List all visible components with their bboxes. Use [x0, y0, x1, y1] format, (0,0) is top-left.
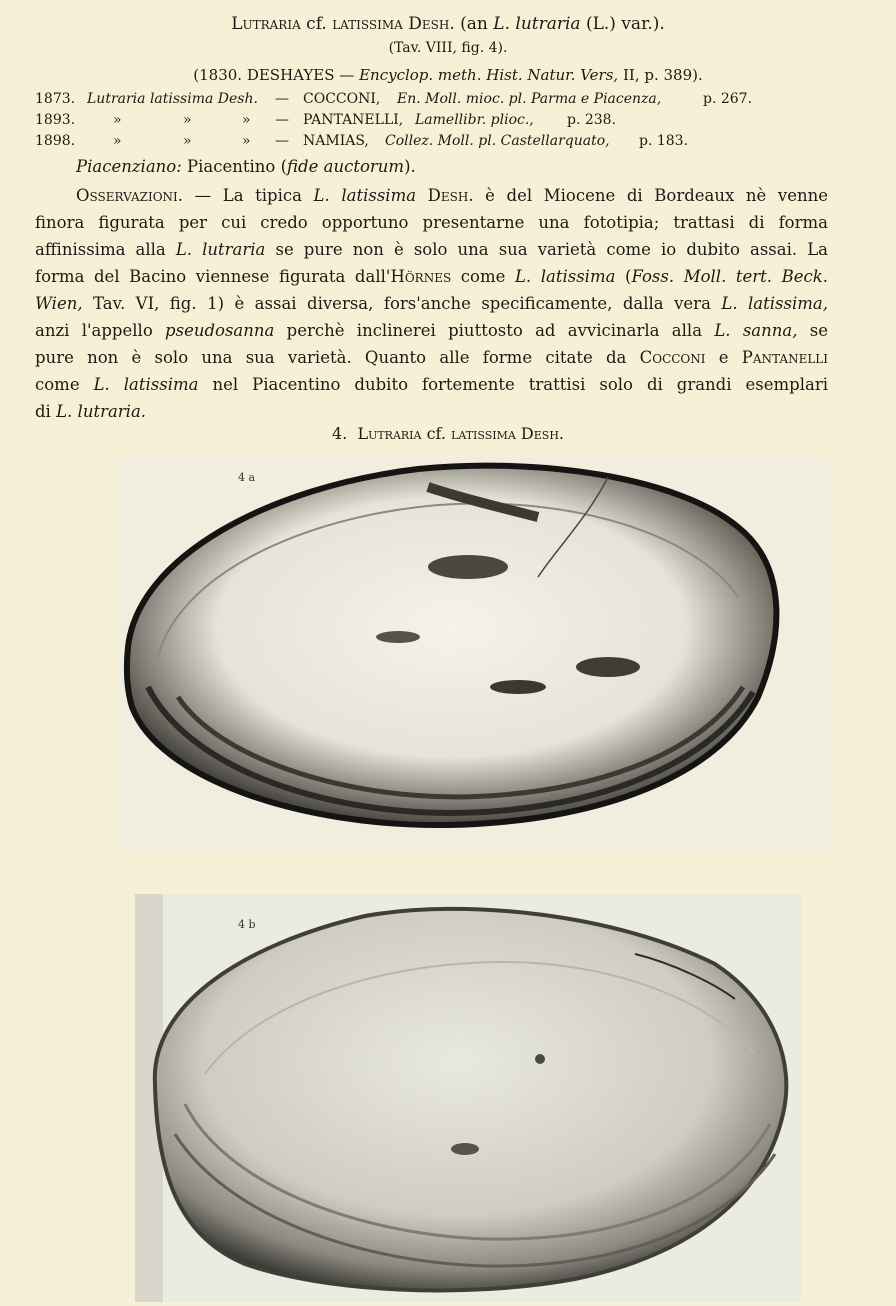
species-name: pseudosanna	[165, 321, 275, 340]
stratum-value: Piacentino	[187, 157, 276, 176]
paragraph-line	[35, 213, 828, 232]
stratum-label: Piacenziano:	[76, 157, 182, 176]
shell-photo-4b	[135, 894, 801, 1302]
ditto-mark: »	[183, 133, 192, 149]
work-title: Wien,	[35, 294, 83, 313]
text-run: anzi l'appello	[35, 321, 166, 340]
reference-synonym: Lutraria latissima Desh.	[87, 91, 258, 107]
text-run: nel Piacentino dubito fortemente trattisi solo di grandi esemplari	[198, 375, 828, 394]
title-an: (an	[460, 14, 488, 34]
observations-heading: Osservazioni.	[76, 186, 184, 205]
text-run: affinissima alla	[35, 240, 176, 259]
text-run: di	[35, 402, 57, 421]
ditto-mark: »	[183, 112, 192, 128]
reference-page: II, p. 389).	[622, 66, 703, 84]
reference-author: NAMIAS,	[303, 133, 369, 149]
reference-author: COCCONI,	[303, 91, 381, 107]
ditto-mark: »	[113, 112, 122, 128]
reference-year: 1893.	[35, 112, 76, 128]
reference-first	[0, 66, 896, 84]
species-name: L. latissima	[514, 267, 616, 286]
reference-year: 1873.	[35, 91, 76, 107]
text-run: se	[797, 321, 828, 340]
reference-work: Collez. Moll. pl. Castellarquato,	[385, 133, 610, 149]
species-name: L. latissima	[313, 186, 417, 205]
paragraph-line	[35, 321, 828, 340]
text-run: forma del Bacino viennese figurata dall'	[35, 267, 391, 286]
author-name: Cocconi	[639, 348, 706, 367]
text-run: (	[615, 267, 632, 286]
text-run: — La tipica	[183, 186, 314, 205]
title-author: Desh.	[408, 14, 455, 34]
figure-label-b: 4 b	[238, 918, 256, 931]
reference-author: DESHAYES —	[246, 66, 355, 84]
figure-genus: Lutraria	[357, 424, 422, 443]
species-name: L. lutraria.	[56, 402, 147, 421]
text-run: finora figurata per cui credo opportuno presentarne una fototipia; trattasi di forma	[35, 213, 828, 232]
species-name: L. lutraria	[175, 240, 266, 259]
work-title: Foss. Moll. tert. Beck.	[631, 267, 828, 286]
shell-illustration-a	[118, 457, 830, 851]
text-run: come	[35, 375, 94, 394]
page-title	[0, 14, 896, 34]
reference-work: En. Moll. mioc. pl. Parma e Piacenza,	[397, 91, 662, 107]
reference-dash: —	[275, 112, 289, 128]
species-name: L. latissima,	[721, 294, 828, 313]
figure-caption	[0, 424, 896, 443]
figure-number: 4.	[332, 424, 348, 443]
reference-author: PANTANELLI,	[303, 112, 404, 128]
title-var: (L.) var.).	[585, 14, 665, 34]
author-name: Pantanelli	[741, 348, 829, 367]
stratum-note-close: ).	[404, 157, 416, 176]
shell-illustration-b	[135, 894, 801, 1302]
shell-photo-4a	[118, 457, 830, 851]
reference-page: p. 267.	[703, 91, 753, 107]
paragraph-line	[35, 375, 828, 394]
title-genus: Lutraria	[231, 14, 301, 34]
title-alt-species: L. lutraria	[493, 14, 581, 34]
ditto-mark: »	[242, 133, 251, 149]
reference-year: 1898.	[35, 133, 76, 149]
paragraph-line	[35, 402, 828, 421]
paragraph-line	[35, 294, 828, 313]
reference-work: Encyclop. meth. Hist. Natur. Vers,	[359, 66, 619, 84]
figure-cf: cf.	[426, 424, 446, 443]
text-run: è del Miocene di Bordeaux nè venne	[473, 186, 828, 205]
ditto-mark: »	[242, 112, 251, 128]
reference-dash: —	[275, 91, 289, 107]
title-species: latissima	[332, 14, 403, 34]
reference-page: p. 183.	[639, 133, 689, 149]
paragraph-line	[35, 348, 828, 367]
paragraph-line	[35, 186, 828, 205]
text-run: Tav. VI, fig. 1) è assai diversa, fors'anche specificamente, dalla vera	[82, 294, 722, 313]
reference-year: (1830.	[193, 66, 243, 84]
species-name: L. sanna,	[714, 321, 798, 340]
author-name: Desh.	[416, 186, 474, 205]
figure-label-a: 4 a	[238, 471, 256, 484]
stratum-line	[76, 157, 416, 176]
paragraph-line	[35, 240, 828, 259]
figure-species: latissima	[451, 424, 516, 443]
reference-work: Lamellibr. plioc.,	[415, 112, 534, 128]
author-name: Hörnes	[390, 267, 452, 286]
stratum-note-open: (	[280, 157, 288, 176]
reference-page: p. 238.	[567, 112, 617, 128]
text-run: come	[451, 267, 515, 286]
ditto-mark: »	[113, 133, 122, 149]
figure-author: Desh.	[520, 424, 564, 443]
text-run: pure non è solo una sua varietà. Quanto alle forme citate da	[35, 348, 640, 367]
text-run: e	[705, 348, 742, 367]
text-run: perchè inclinerei piuttosto ad avvicinarla alla	[274, 321, 715, 340]
text-run: se pure non è solo una sua varietà come io dubito assai. La	[265, 240, 828, 259]
paragraph-line	[35, 267, 828, 286]
plate-reference: (Tav. VIII, fig. 4).	[388, 40, 508, 56]
title-cf: cf.	[306, 14, 327, 34]
species-name: L. latissima	[93, 375, 199, 394]
stratum-note: fide auctorum	[287, 157, 405, 176]
reference-dash: —	[275, 133, 289, 149]
